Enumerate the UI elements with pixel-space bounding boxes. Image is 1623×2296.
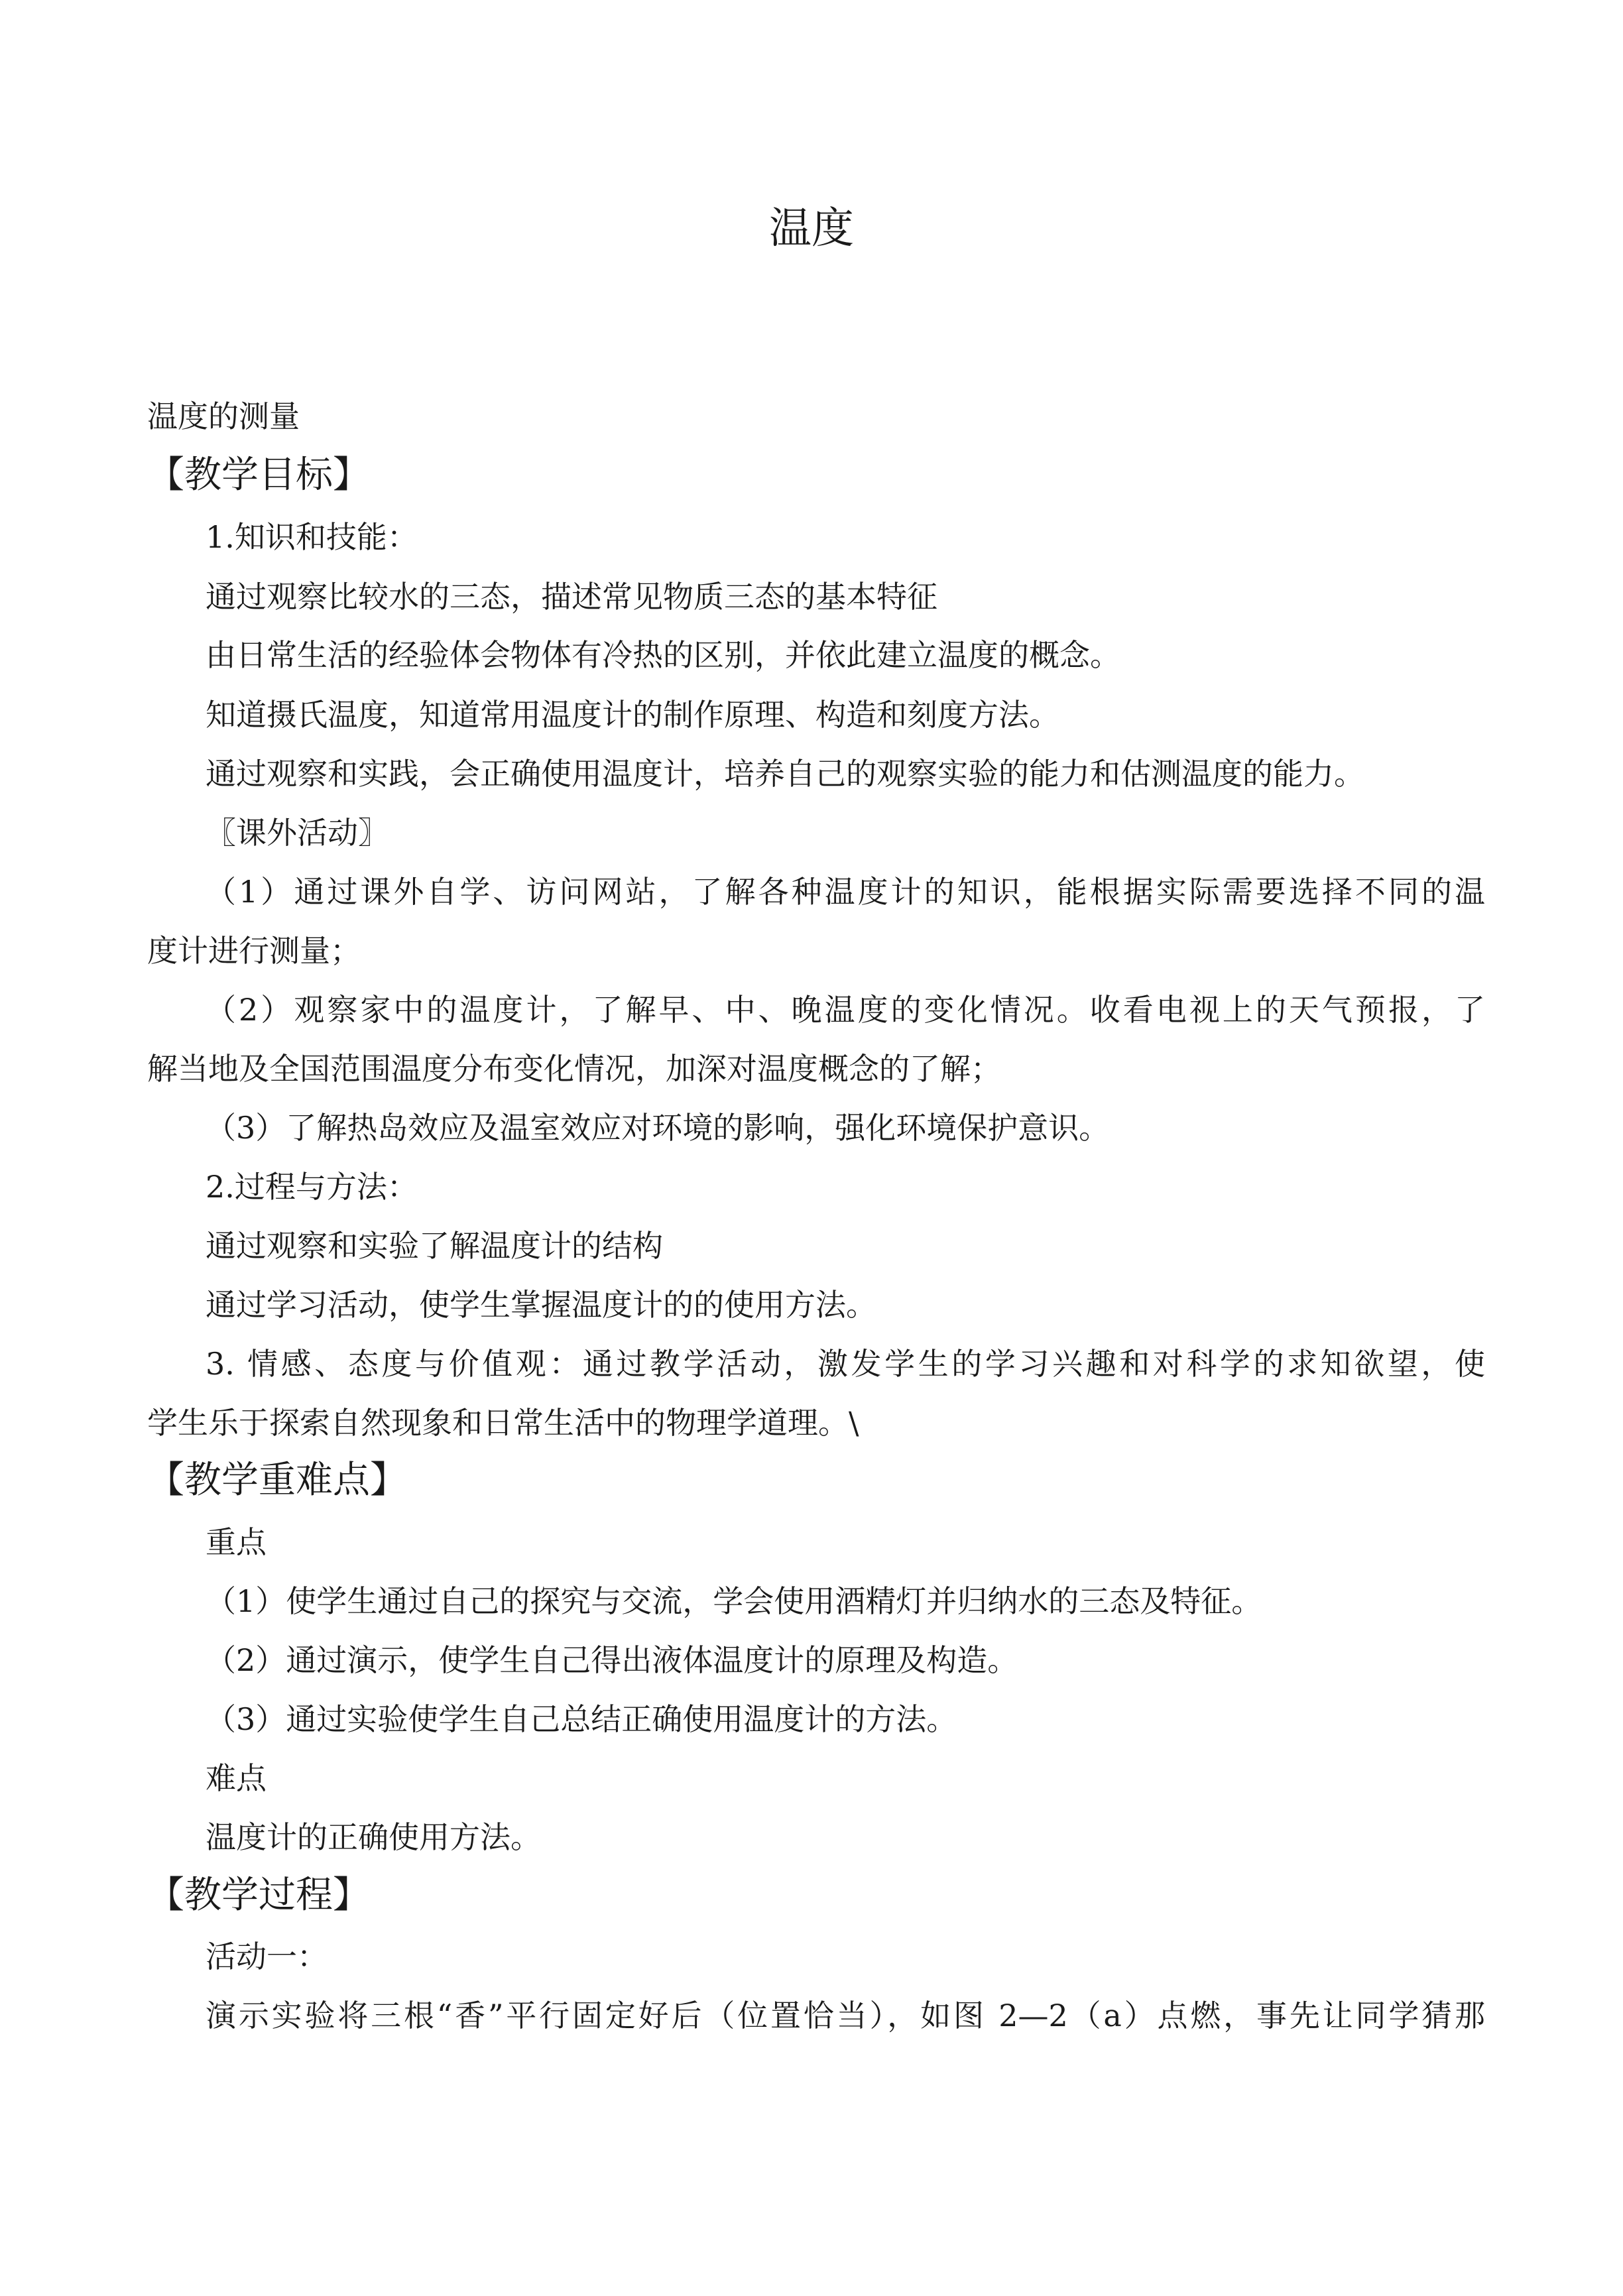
goals-line: 2.过程与方法： [206,1169,418,1205]
goals-line: 知道摄氏温度，知道常用温度计的制作原理、构造和刻度方法。 [206,697,1059,733]
keypoints-line: （3）通过实验使学生自己总结正确使用温度计的方法。 [206,1701,957,1737]
process-line: 活动一： [206,1939,328,1974]
goals-line: 学生乐于探索自然现象和日常生活中的物理学道理。\ [147,1405,859,1441]
keypoints-line: （2）通过演示，使学生自己得出液体温度计的原理及构造。 [206,1642,1018,1678]
goals-line: 1.知识和技能： [206,519,418,555]
section-heading-process: 【教学过程】 [147,1874,370,1917]
section-heading-keypoints: 【教学重难点】 [147,1459,407,1502]
goals-line: 通过观察比较水的三态，描述常见物质三态的基本特征 [206,579,937,615]
goals-line: （1）通过课外自学、访问网站，了解各种温度计的知识，能根据实际需要选择不同的温 [206,874,1485,910]
goals-line: 解当地及全国范围温度分布变化情况，加深对温度概念的了解； [147,1051,1001,1087]
keypoints-line: 难点 [206,1760,267,1796]
document-title: 温度 [769,204,854,253]
keypoints-line: 温度计的正确使用方法。 [206,1819,541,1855]
goals-line: 通过学习活动，使学生掌握温度计的的使用方法。 [206,1287,876,1323]
goals-line: 通过观察和实验了解温度计的结构 [206,1228,663,1264]
goals-line: 度计进行测量； [147,933,361,969]
keypoints-line: 重点 [206,1524,267,1560]
goals-line: （3）了解热岛效应及温室效应对环境的影响，强化环境保护意识。 [206,1110,1110,1146]
process-line: 演示实验将三根“香”平行固定好后（位置恰当），如图 2—2（a）点燃，事先让同学猜那 [206,1998,1485,2033]
subtitle: 温度的测量 [147,398,300,434]
section-heading-goals: 【教学目标】 [147,453,370,497]
goals-line: 通过观察和实践，会正确使用温度计，培养自己的观察实验的能力和估测温度的能力。 [206,756,1364,792]
goals-line: 〖课外活动〗 [206,815,389,851]
goals-line: （2）观察家中的温度计，了解早、中、晚温度的变化情况。收看电视上的天气预报，了 [206,992,1485,1028]
goals-line: 3. 情感、态度与价值观：通过教学活动，激发学生的学习兴趣和对科学的求知欲望，使 [206,1346,1485,1382]
keypoints-line: （1）使学生通过自己的探究与交流，学会使用酒精灯并归纳水的三态及特征。 [206,1583,1262,1619]
goals-line: 由日常生活的经验体会物体有冷热的区别，并依此建立温度的概念。 [206,637,1120,673]
